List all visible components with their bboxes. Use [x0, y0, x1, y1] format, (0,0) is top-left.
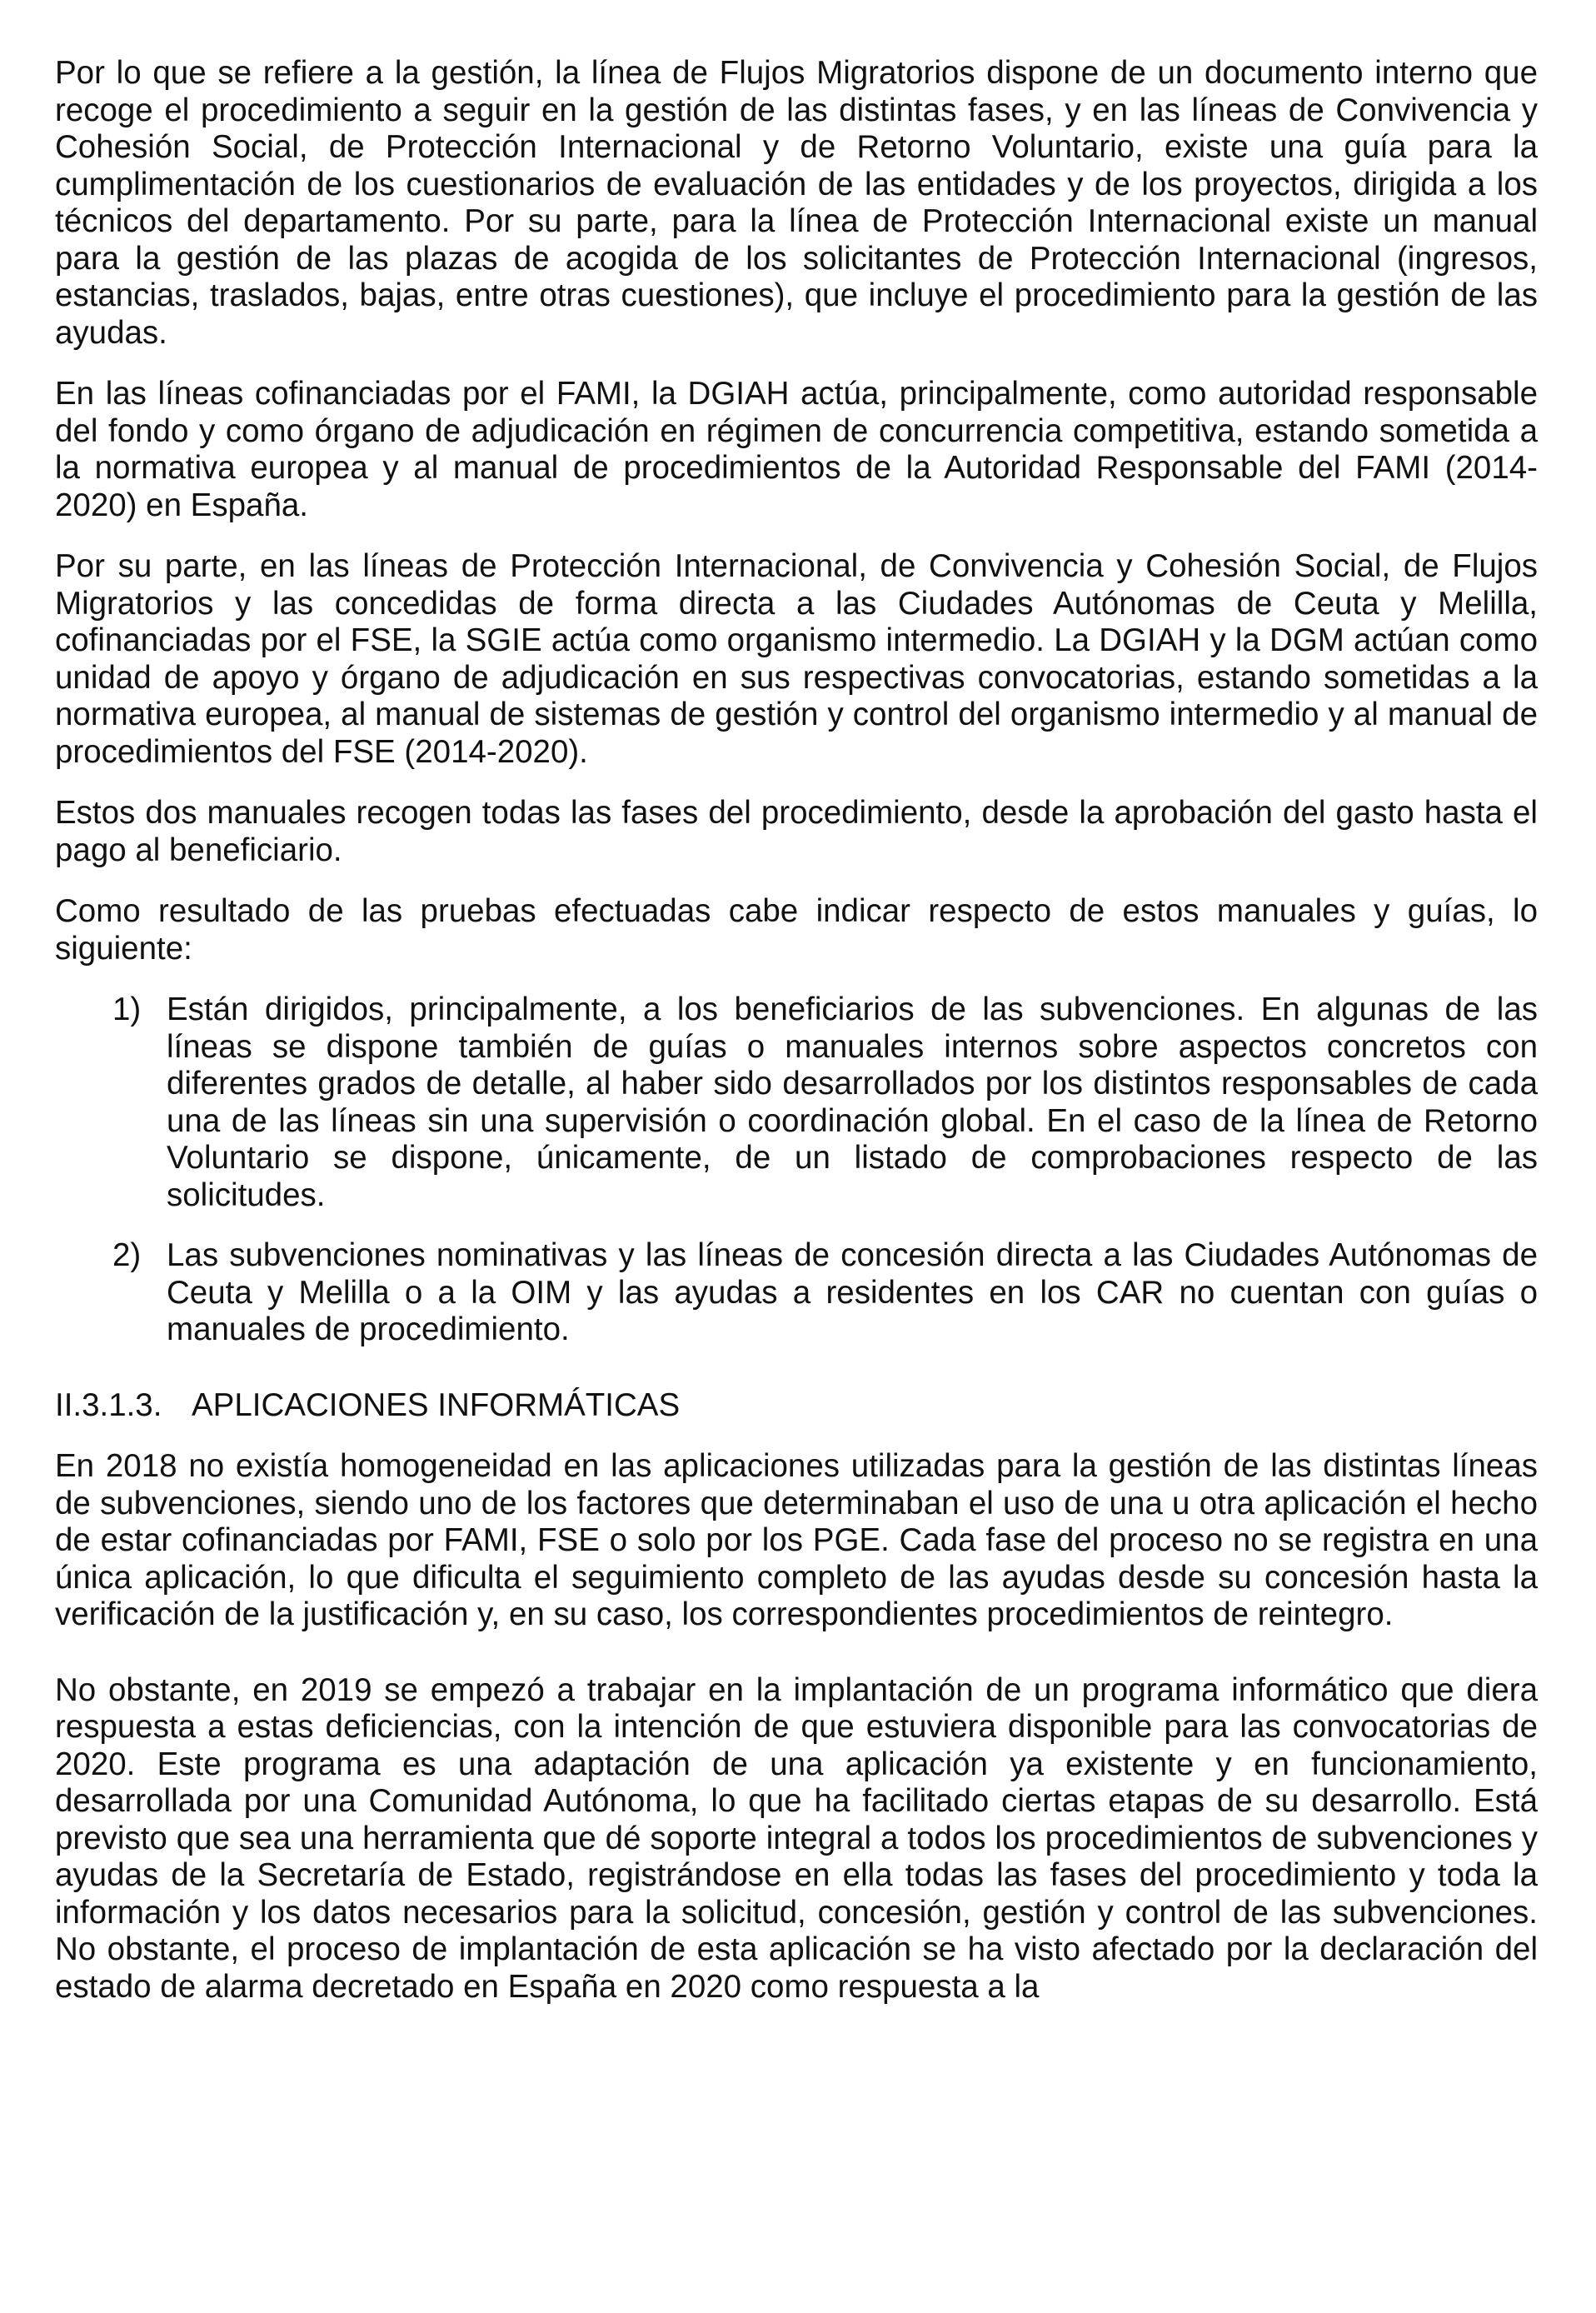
- paragraph-fse-lines: Por su parte, en las líneas de Protección Internacional, de Convivencia y Cohesión Social, de Flujos Migratorios y las concedidas de forma directa a las Ciudades Autónomas de Ceuta y Melilla, cofinanciadas por el FSE, la SGIE actúa como organismo intermedio. La DGIAH y la DGM actúan como unidad de apoyo y órgano de adjudicación en sus respectivas convocatorias, estando sometidas a la normativa europea, al manual de sistemas de gestión y control del organismo intermedio y al manual de procedimientos del FSE (2014-2020).: [55, 548, 1538, 770]
- section-title: APLICACIONES INFORMÁTICAS: [192, 1386, 681, 1423]
- list-item-text: Las subvenciones nominativas y las líneas de concesión directa a las Ciudades Autónomas de Ceuta y Melilla o a la OIM y las ayudas a residentes en los CAR no cuentan con guías o manuales de procedimiento.: [167, 1237, 1538, 1347]
- list-item-marker: 2): [112, 1237, 142, 1273]
- list-item-marker: 1): [112, 992, 142, 1027]
- document-page: [55, 55, 1538, 2030]
- paragraph-applications-2019: No obstante, en 2019 se empezó a trabajar en la implantación de un programa informático que diera respuesta a estas deficiencias, con la intención de que estuviera disponible para las convocatorias de 2020. Este programa es una adaptación de una aplicación ya existente y en funcionamiento, desarrollada por una Comunidad Autónoma, lo que ha facilitado ciertas etapas de su desarrollo. Está previsto que sea una herramienta que dé soporte integral a todos los procedimientos de subvenciones y ayudas de la Secretaría de Estado, registrándose en ella todas las fases del procedimiento y toda la información y los datos necesarios para la solicitud, concesión, gestión y control de las subvenciones. No obstante, el proceso de implantación de esta aplicación se ha visto afectado por la declaración del estado de alarma decretado en España en 2020 como respuesta a la: [55, 1671, 1538, 2005]
- section-number: II.3.1.3.: [55, 1386, 162, 1423]
- paragraph-fami-lines: En las líneas cofinanciadas por el FAMI, la DGIAH actúa, principalmente, como autoridad responsable del fondo y como órgano de adjudicación en régimen de concurrencia competitiva, estando sometida a la normativa europea y al manual de procedimientos de la Autoridad Responsable del FAMI (2014-2020) en España.: [55, 376, 1538, 523]
- list-item: [55, 1237, 1538, 1349]
- paragraph-test-results-intro: Como resultado de las pruebas efectuadas cabe indicar respecto de estos manuales y guías, lo siguiente:: [55, 893, 1538, 967]
- paragraph-management-guides: Por lo que se refiere a la gestión, la línea de Flujos Migratorios dispone de un documento interno que recoge el procedimiento a seguir en la gestión de las distintas fases, y en las líneas de Convivencia y Cohesión Social, de Protección Internacional y de Retorno Voluntario, existe una guía para la cumplimentación de los cuestionarios de evaluación de las entidades y de los proyectos, dirigida a los técnicos del departamento. Por su parte, para la línea de Protección Internacional existe un manual para la gestión de las plazas de acogida de los solicitantes de Protección Internacional (ingresos, estancias, traslados, bajas, entre otras cuestiones), que incluye el procedimiento para la gestión de las ayudas.: [55, 55, 1538, 351]
- list-item: [55, 992, 1538, 1214]
- section-heading: [55, 1387, 1538, 1425]
- list-item-text: Están dirigidos, principalmente, a los beneficiarios de las subvenciones. En algunas de las líneas se dispone también de guías o manuales internos sobre aspectos concretos con diferentes grados de detalle, al haber sido desarrollados por los distintos responsables de cada una de las líneas sin una supervisión o coordinación global. En el caso de la línea de Retorno Voluntario se dispone, únicamente, de un listado de comprobaciones respecto de las solicitudes.: [167, 992, 1538, 1213]
- paragraph-manuals-scope: Estos dos manuales recogen todas las fases del procedimiento, desde la aprobación del gasto hasta el pago al beneficiario.: [55, 795, 1538, 868]
- paragraph-applications-2018: En 2018 no existía homogeneidad en las aplicaciones utilizadas para la gestión de las distintas líneas de subvenciones, siendo uno de los factores que determinaban el uso de una u otra aplicación el hecho de estar cofinanciadas por FAMI, FSE o solo por los PGE. Cada fase del proceso no se registra en una única aplicación, lo que dificulta el seguimiento completo de las ayudas desde su concesión hasta la verificación de la justificación y, en su caso, los correspondientes procedimientos de reintegro.: [55, 1448, 1538, 1632]
- findings-list: [55, 992, 1538, 1349]
